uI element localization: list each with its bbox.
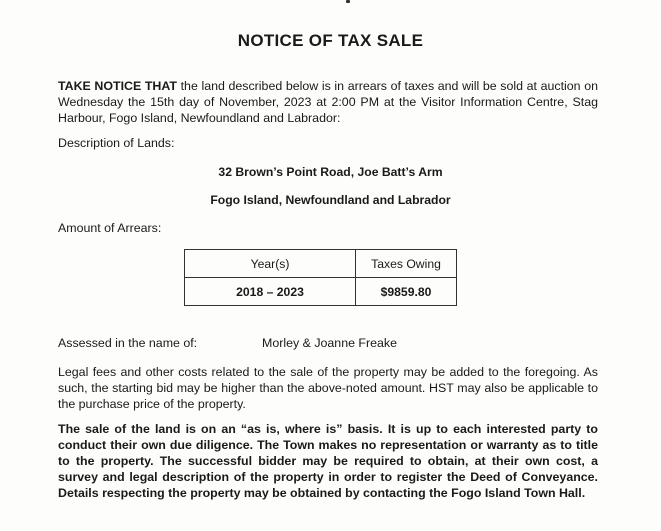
page-title: NOTICE OF TAX SALE [237,31,424,50]
notice-paragraph [58,78,598,126]
arrears-label: Amount of Arrears: [58,221,162,235]
table-header-row [185,250,457,278]
address-line-1: 32 Brown’s Point Road, Joe Batt’s Arm [218,165,443,179]
cell-years: 2018 – 2023 [185,278,356,306]
table-row [185,278,457,306]
header-taxes-owing: Taxes Owing [356,250,457,278]
arrears-table [184,249,457,306]
legal-fees-paragraph: Legal fees and other costs related to the sale of the property may be added to the foregoing. As such, the starting bid may be higher than the above-noted amount. HST may also be applicable to the purchase price of the property. [58,365,598,411]
notice-text: the land described below is in arrears of taxes and will be sold at auction on Wednesday the 15th day of November, 2023 at 2:00 PM at the Visitor Information Centre, Stag Harbour, Fogo Island, Newfoundland and Labrador: [58,79,598,125]
header-years: Year(s) [185,250,356,278]
notice-lead: TAKE NOTICE THAT [58,79,177,93]
address-line-2: Fogo Island, Newfoundland and Labrador [210,193,451,207]
page-mark [346,0,350,3]
assessed-name: Morley & Joanne Freake [262,336,397,350]
assessed-label: Assessed in the name of: [58,336,198,350]
as-is-paragraph: The sale of the land is on an “as is, where is” basis. It is up to each interested party to conduct their own due diligence. The Town makes no representation or warranty as to title to the property. The successful bidder may be required to obtain, at their own cost, a survey and legal description of the property in order to register the Deed of Conveyance. Details respecting the property may be obtained by contacting the Fogo Island Town Hall. [58,422,598,500]
description-label: Description of Lands: [58,136,175,150]
cell-taxes-owing: $9859.80 [356,278,457,306]
